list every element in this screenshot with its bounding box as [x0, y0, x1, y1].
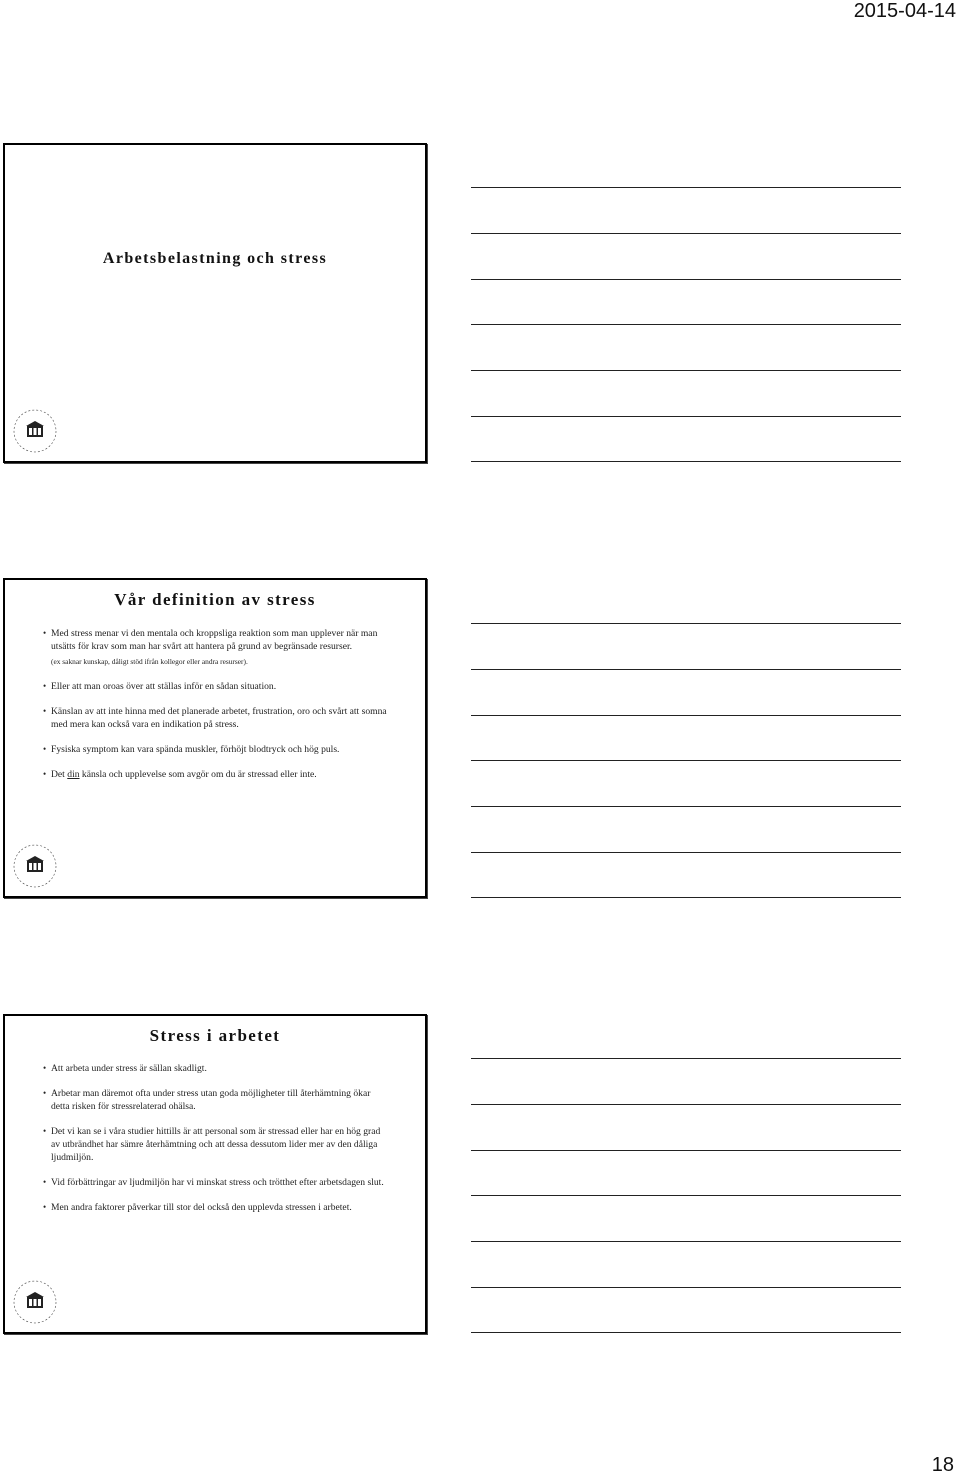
list-item: • Fysiska symptom kan vara spända muskler, förhöjt blodtryck och hög puls. — [45, 743, 390, 756]
note-line — [471, 416, 901, 417]
note-line — [471, 1287, 901, 1288]
note-line — [471, 233, 901, 234]
slide-title: Arbetsbelastning och stress — [102, 250, 328, 267]
note-line — [471, 715, 901, 716]
list-item — [45, 768, 390, 781]
note-line — [471, 461, 901, 462]
list-item: • Vid förbättringar av ljudmiljön har vi minskat stress och trötthet efter arbetsdagen slut. — [45, 1176, 390, 1189]
header-date: 2015-04-14 — [853, 0, 956, 22]
note-line — [471, 1058, 901, 1059]
page-number: 18 — [931, 1454, 954, 1476]
university-logo-icon — [11, 407, 59, 455]
note-line — [471, 1332, 901, 1333]
list-item-text: känsla och upplevelse som avgör om du är stressad eller inte. — [79, 769, 317, 780]
slide-3 — [3, 1014, 427, 1334]
list-item: • Men andra faktorer påverkar till stor del också den upplevda stressen i arbetet. — [45, 1201, 390, 1214]
slide-title: Stress i arbetet — [149, 1026, 281, 1045]
list-item: • Arbetar man däremot ofta under stress utan goda möjligheter till återhämtning ökar detta risken för stressrelaterad ohälsa. — [45, 1087, 390, 1113]
list-item: • Att arbeta under stress är sällan skadligt. — [45, 1062, 390, 1075]
university-logo-icon — [11, 1278, 59, 1326]
slide-2 — [3, 578, 427, 898]
bullet-list — [45, 1062, 390, 1226]
list-item: • Eller att man oroas över att ställas inför en sådan situation. — [45, 680, 390, 693]
note-line — [471, 324, 901, 325]
university-logo-icon — [11, 842, 59, 890]
list-item-text: Det — [51, 769, 68, 780]
note-line — [471, 187, 901, 188]
note-line — [471, 669, 901, 670]
note-line — [471, 1104, 901, 1105]
note-line — [471, 1241, 901, 1242]
note-line — [471, 1150, 901, 1151]
note-line — [471, 279, 901, 280]
list-item: • Det vi kan se i våra studier hittills är att personal som är stressad eller har en hög grad av utbrändhet har sämre återhämtning och att dessa dessutom lider mer av den dåliga ljudmiljön. — [45, 1125, 390, 1164]
slide-title: Vår definition av stress — [114, 590, 316, 609]
note-line — [471, 623, 901, 624]
bullet-list — [45, 627, 390, 793]
list-item: • Känslan av att inte hinna med det planerade arbetet, frustration, oro och svårt att somna med mera kan också vara en indikation på stress. — [45, 705, 390, 731]
note-line — [471, 1195, 901, 1196]
note-line — [471, 370, 901, 371]
slide-1 — [3, 143, 427, 463]
note-line — [471, 760, 901, 761]
note-line — [471, 852, 901, 853]
note-line — [471, 806, 901, 807]
list-item: • Med stress menar vi den mentala och kroppsliga reaktion som man upplever när man utsätts för krav som man har svårt att hantera på grund av begränsade resurser. — [45, 627, 390, 653]
note-line — [471, 897, 901, 898]
underlined-word: din — [67, 769, 80, 780]
list-item-sub: (ex saknar kunskap, dåligt stöd ifrån kollegor eller andra resurser). — [51, 657, 248, 666]
